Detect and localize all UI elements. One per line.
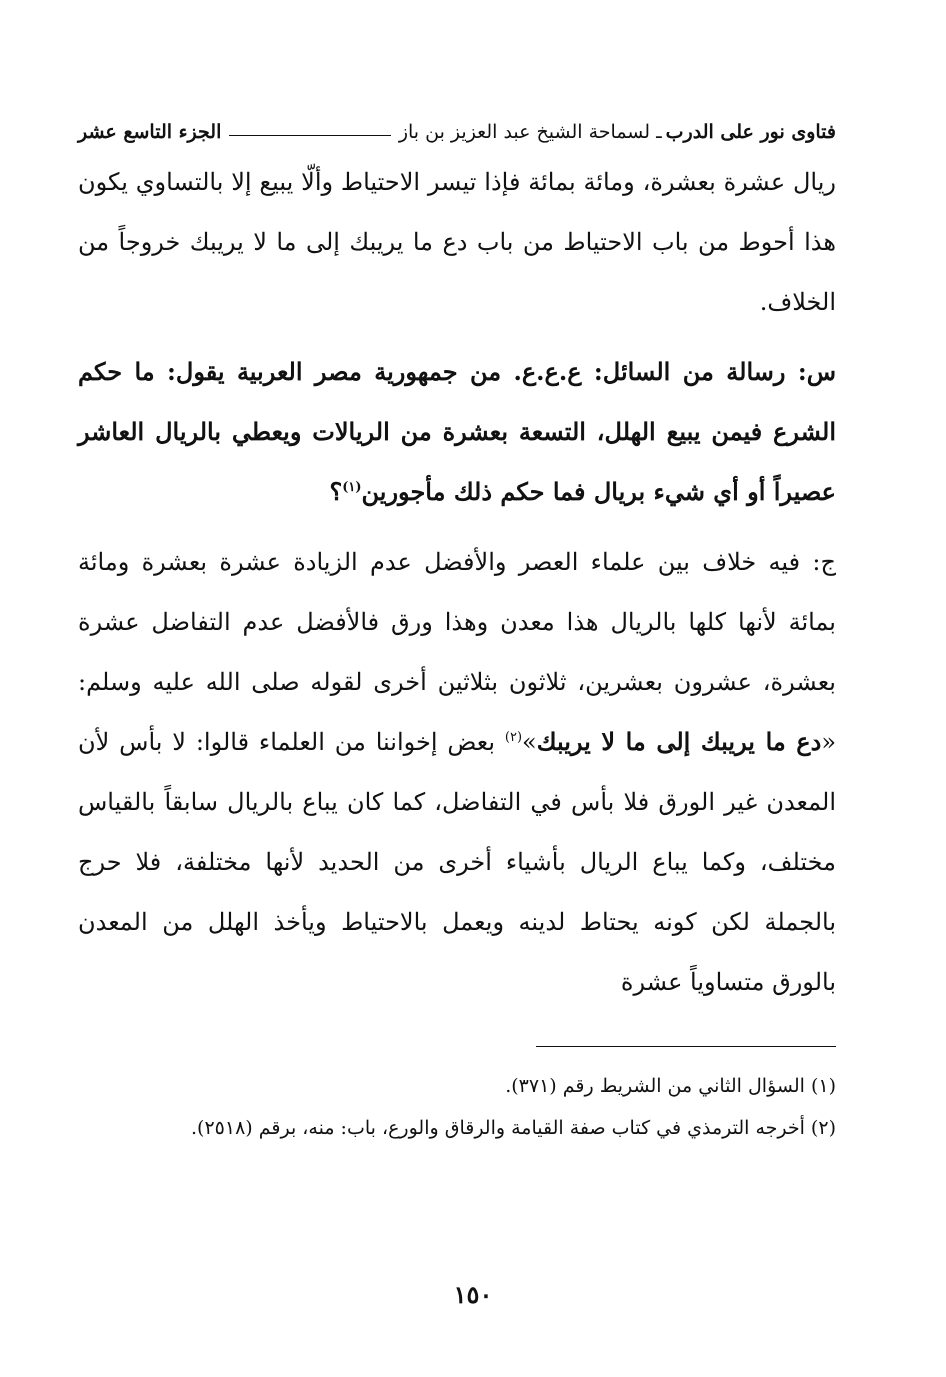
- answer-text-before: ج: فيه خلاف بين علماء العصر والأفضل عدم الزيادة عشرة بعشرة ومائة بمائة لأنها كلها بالريال هذا معدن وهذا ورق فالأفضل عدم التفاضل عشرة بعشرة، عشرون بعشرين، ثلاثون بثلاثين أخرى لقوله صلى الله عليه وسلم: «: [78, 548, 837, 756]
- header-author: ـ لسماحة الشيخ عبد العزيز بن باز: [398, 121, 662, 143]
- running-header: [78, 112, 836, 152]
- footnote-ref-2[interactable]: (٢): [504, 730, 523, 745]
- book-page: [78, 112, 836, 1149]
- footnote-1: (١) السؤال الثاني من الشريط رقم (٣٧١).: [505, 1075, 836, 1097]
- footnote-2: (٢) أخرجه الترمذي في كتاب صفة القيامة والرقاق والورع، باب: منه، برقم (٢٥١٨).: [191, 1117, 836, 1139]
- hadith-quote: دع ما يريبك إلى ما لا يريبك: [536, 727, 822, 756]
- header-book-title: فتاوى نور على الدرب: [665, 121, 836, 143]
- page-number: ١٥٠: [453, 1280, 493, 1309]
- header-part: الجزء التاسع عشر: [78, 121, 222, 143]
- footnotes: [78, 1065, 836, 1149]
- question-paragraph: [78, 342, 836, 522]
- continued-paragraph: ريال عشرة بعشرة، ومائة بمائة فإذا تيسر الاحتياط وألّا يبيع إلا بالتساوي يكون هذا أحوط من باب الاحتياط من باب دع ما يريبك إلى ما لا يريبك خروجاً من الخلاف.: [78, 168, 836, 316]
- question-label: س: رسالة من السائل:: [593, 357, 837, 386]
- question-text: من جمهورية مصر العربية يقول: ما حكم الشرع فيمن يبيع الهلل، التسعة بعشرة من الريالات ويعطي بالريال العاشر عصيراً أو أي شيء بريال فما حكم ذلك مأجورين: [78, 357, 836, 506]
- answer-paragraph: [78, 532, 836, 1012]
- hadith-close-quote: »: [522, 728, 537, 756]
- question-sender: ع.ع.ع.: [513, 357, 582, 386]
- header-rule: [229, 135, 390, 136]
- question-end-mark: ؟: [329, 477, 343, 506]
- footnote-separator: [536, 1046, 836, 1047]
- answer-text-after: بعض إخواننا من العلماء قالوا: لا بأس لأن المعدن غير الورق فلا بأس في التفاضل، كما كان يباع بالريال سابقاً بالقياس مختلف، وكما يباع الريال بأشياء أخرى من الحديد لأنها مختلفة، فلا حرج بالجملة لكن كونه يحتاط لدينه ويعمل بالاحتياط ويأخذ الهلل من المعدن بالورق متساوياً عشرة: [78, 728, 837, 996]
- footnote-ref-1[interactable]: (١): [342, 480, 362, 495]
